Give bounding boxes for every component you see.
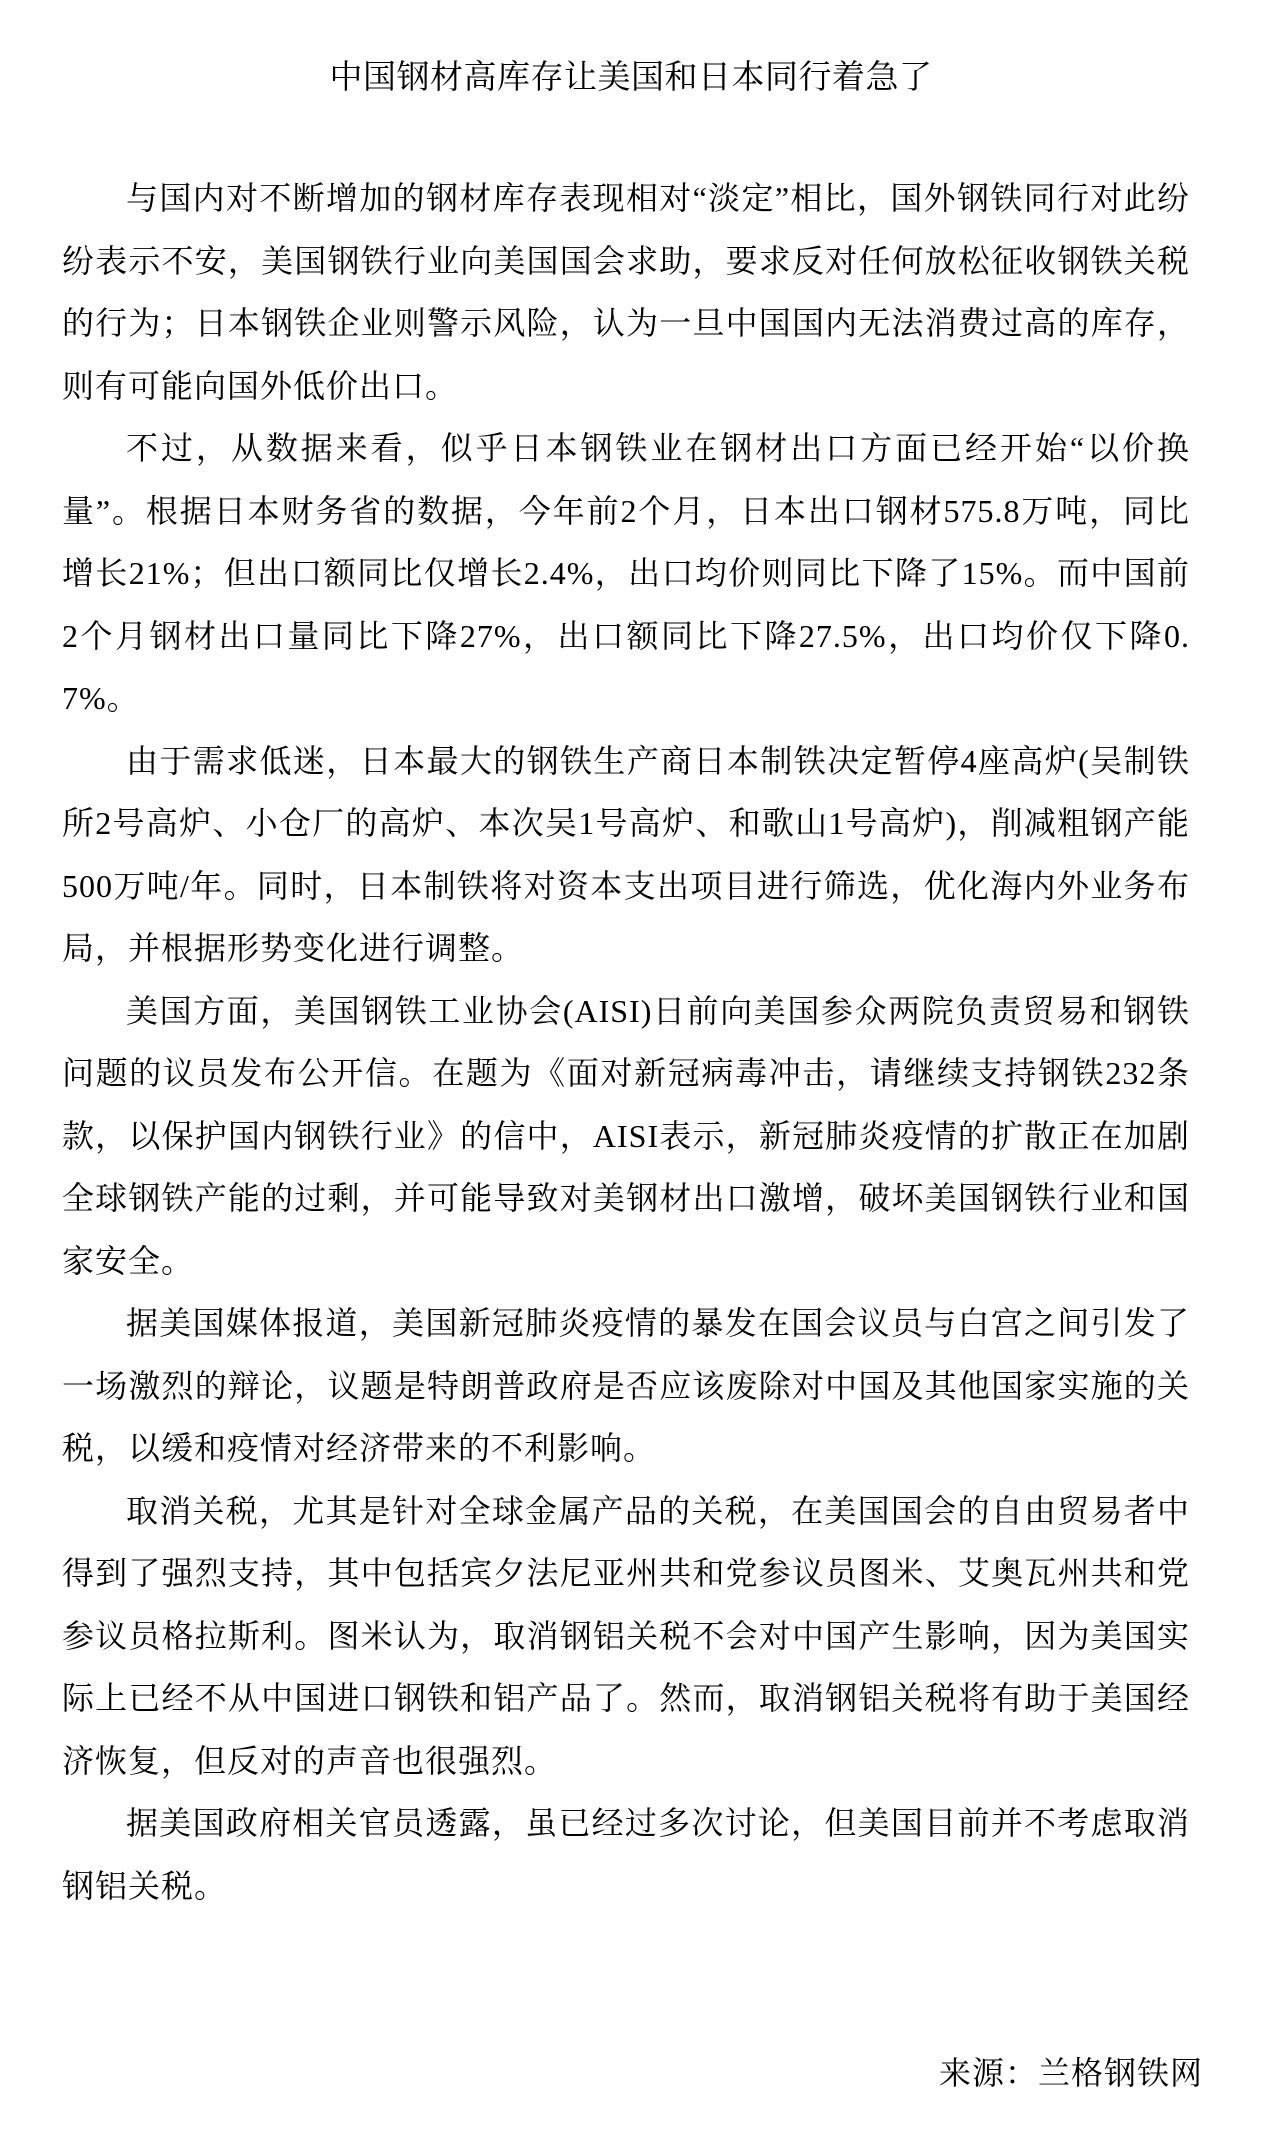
article-paragraph-3: 由于需求低迷，日本最大的钢铁生产商日本制铁决定暂停4座高炉(吴制铁所2号高炉、小仓厂的高炉、本次吴1号高炉、和歌山1号高炉)，削减粗钢产能500万吨/年。同时，日本制铁将对资本支出项目进行筛选，优化海内外业务布局，并根据形势变化进行调整。 [62, 742, 1190, 966]
article-title: 中国钢材高库存让美国和日本同行着急了 [329, 60, 933, 96]
article-paragraph-1: 与国内对不断增加的钢材库存表现相对“淡定”相比，国外钢铁同行对此纷纷表示不安，美国钢铁行业向美国国会求助，要求反对任何放松征收钢铁关税的行为；日本钢铁企业则警示风险，认为一旦中国国内无法消费过高的库存，则有可能向国外低价出口。 [62, 180, 1190, 404]
article-paragraph-7: 据美国政府相关官员透露，虽已经过多次讨论，但美国目前并不考虑取消钢铝关税。 [62, 1805, 1190, 1904]
article-paragraph-4: 美国方面，美国钢铁工业协会(AISI)日前向美国参众两院负责贸易和钢铁问题的议员发布公开信。在题为《面对新冠病毒冲击，请继续支持钢铁232条款，以保护国内钢铁行业》的信中，AISI表示，新冠肺炎疫情的扩散正在加剧全球钢铁产能的过剩，并可能导致对美钢材出口激增，破坏美国钢铁行业和国家安全。 [62, 992, 1190, 1279]
article-paragraph-2: 不过，从数据来看，似乎日本钢铁业在钢材出口方面已经开始“以价换量”。根据日本财务省的数据，今年前2个月，日本出口钢材575.8万吨，同比增长21%；但出口额同比仅增长2.4%，出口均价则同比下降了15%。而中国前2个月钢材出口量同比下降27%，出口额同比下降27.5%，出口均价仅下降0.7%。 [62, 430, 1190, 716]
article-body [62, 167, 1190, 1917]
source-attribution: 来源：兰格钢铁网 [938, 2055, 1203, 2091]
article-paragraph-6: 取消关税，尤其是针对全球金属产品的关税，在美国国会的自由贸易者中得到了强烈支持，其中包括宾夕法尼亚州共和党参议员图米、艾奥瓦州共和党参议员格拉斯利。图米认为，取消钢铝关税不会对中国产生影响，因为美国实际上已经不从中国进口钢铁和铝产品了。然而，取消钢铝关税将有助于美国经济恢复，但反对的声音也很强烈。 [62, 1492, 1190, 1779]
article-paragraph-5: 据美国媒体报道，美国新冠肺炎疫情的暴发在国会议员与白宫之间引发了一场激烈的辩论，议题是特朗普政府是否应该废除对中国及其他国家实施的关税，以缓和疫情对经济带来的不利影响。 [62, 1305, 1190, 1466]
